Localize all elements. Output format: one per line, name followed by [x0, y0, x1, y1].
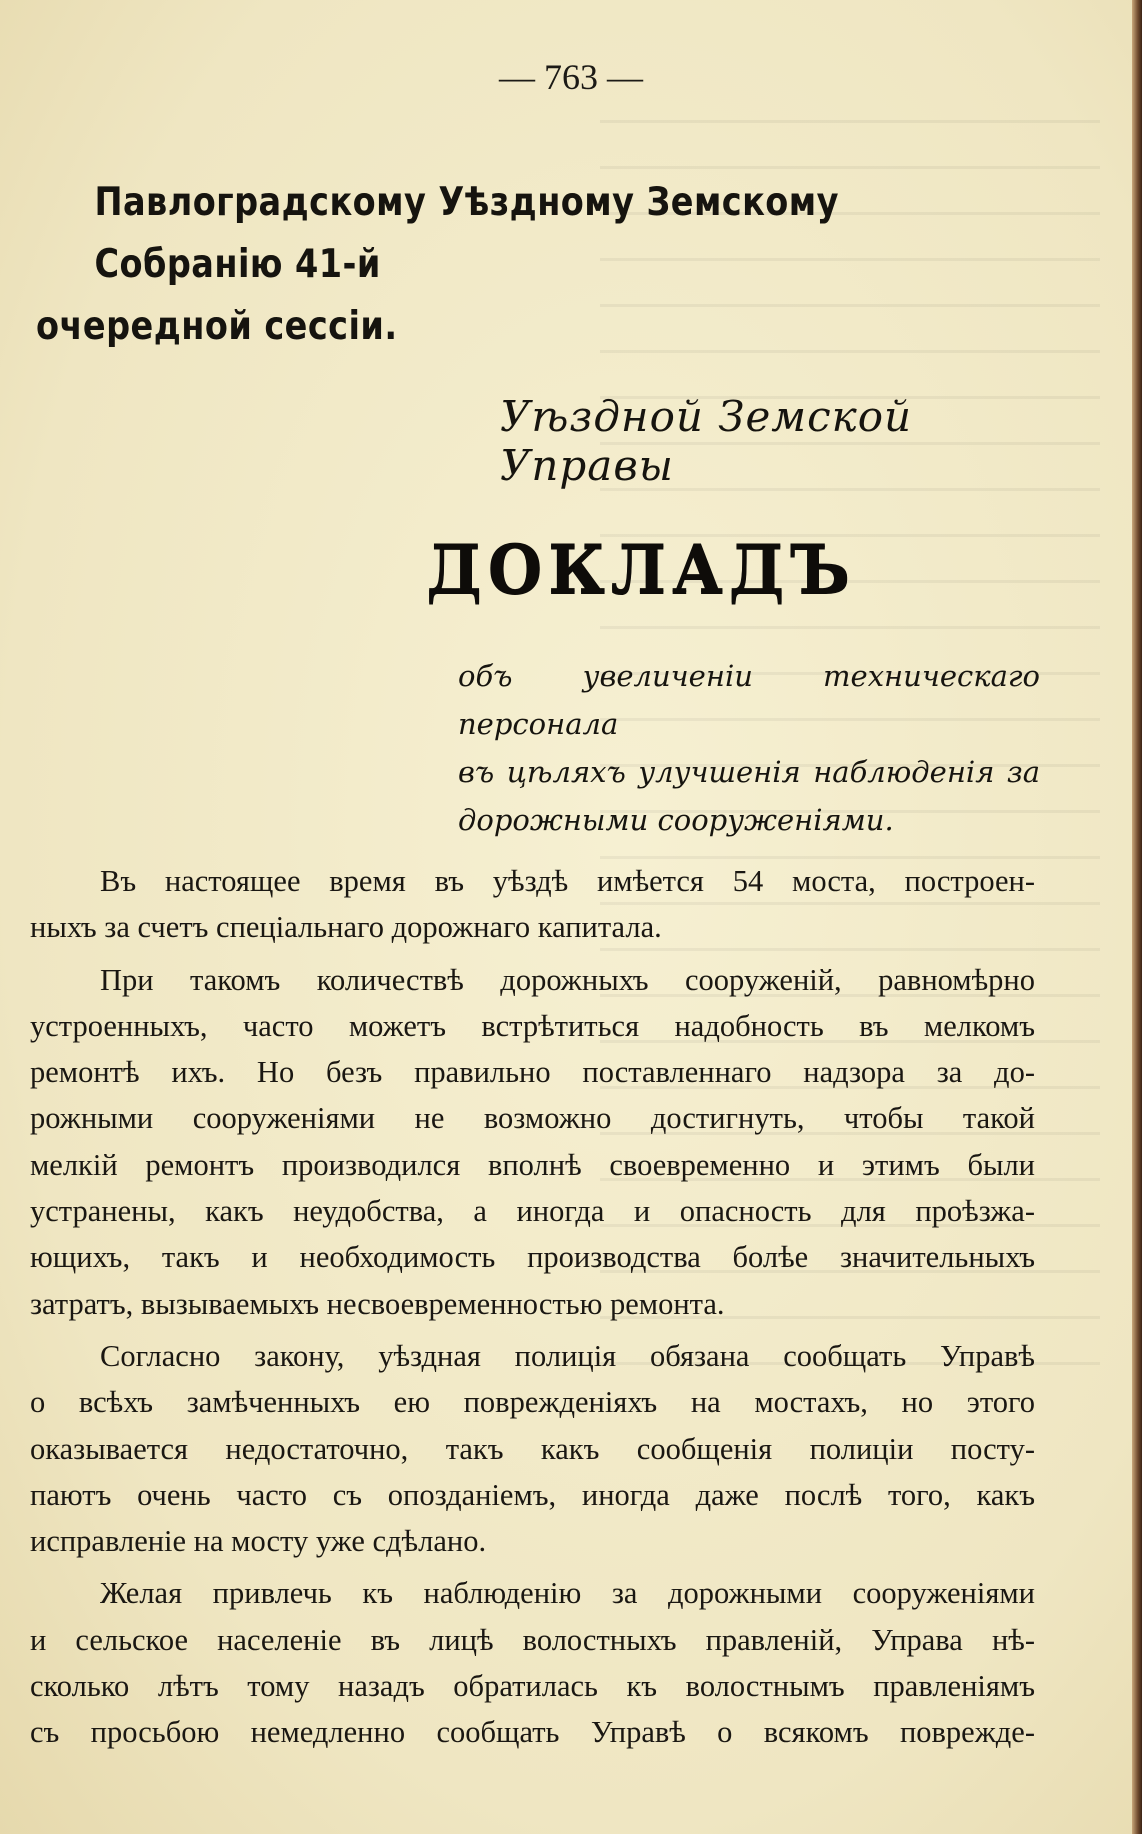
text-line: сколько лѣтъ тому назадъ обратилась къ волостнымъ правленіямъ — [30, 1669, 1035, 1704]
heading-line-1: Павлоградскому Уѣздному Земскому Собранію 41-й — [94, 180, 839, 287]
report-subject-line: въ цѣляхъ улучшенія наблюденія за — [458, 755, 1040, 789]
text-line: ющихъ, такъ и необходимость производства болѣе значительныхъ — [30, 1240, 1035, 1275]
text-line: исправленіе на мосту уже сдѣлано. — [30, 1524, 487, 1559]
text-line: затратъ, вызываемыхъ несвоевременностью ремонта. — [30, 1286, 725, 1321]
report-subject-line: дорожными сооруженіями. — [458, 803, 894, 837]
body-text — [30, 858, 1035, 1762]
heading-line-2: очередной сессіи. — [36, 304, 398, 349]
text-line: устранены, какъ неудобства, а иногда и опасность для проѣзжа- — [30, 1194, 1035, 1229]
text-line: оказывается недостаточно, такъ какъ сообщенія полиціи посту- — [30, 1431, 1035, 1466]
text-line: рожными сооруженіями не возможно достигнуть, чтобы такой — [30, 1101, 1035, 1136]
text-line: Въ настоящее время въ уѣздѣ имѣется 54 моста, построен- — [100, 864, 1035, 898]
text-line: Согласно закону, уѣздная полиція обязана сообщать Управѣ — [100, 1338, 1035, 1373]
text-line: устроенныхъ, часто можетъ встрѣтиться надобность въ мелкомъ — [30, 1008, 1035, 1043]
text-line: ныхъ за счетъ спеціальнаго дорожнаго капитала. — [30, 910, 662, 945]
text-line: ремонтѣ ихъ. Но безъ правильно поставленнаго надзора за до- — [30, 1055, 1035, 1090]
report-subject — [458, 652, 1040, 844]
report-title — [0, 530, 1142, 608]
heading-addressee — [36, 172, 905, 358]
page-number: — 763 — — [499, 57, 643, 97]
text-line: и сельское населеніе въ лицѣ волостныхъ правленій, Управа нѣ- — [30, 1622, 1035, 1657]
page-edge — [1132, 0, 1142, 1834]
paragraph — [30, 1333, 1035, 1564]
paragraph — [30, 858, 1035, 951]
text-line: паютъ очень часто съ опозданіемъ, иногда даже послѣ того, какъ — [30, 1477, 1035, 1512]
text-line: мелкій ремонтъ производился вполнѣ своевременно и этимъ были — [30, 1147, 1035, 1182]
report-title-text: ДОКЛАДЪ — [426, 530, 856, 608]
report-subject-line: объ увеличеніи техническаго персонала — [458, 659, 1040, 741]
paragraph — [30, 1570, 1035, 1755]
issuer-subtitle: Уѣздной Земской Управы — [500, 392, 913, 490]
paragraph — [30, 957, 1035, 1327]
text-line: съ просьбою немедленно сообщать Управѣ о всякомъ поврежде- — [30, 1715, 1035, 1750]
text-line: о всѣхъ замѣченныхъ ею поврежденіяхъ на мостахъ, но этого — [30, 1385, 1035, 1420]
text-line: При такомъ количествѣ дорожныхъ сооруженій, равномѣрно — [100, 962, 1035, 997]
text-line: Желая привлечь къ наблюденію за дорожными сооруженіями — [100, 1576, 1035, 1611]
